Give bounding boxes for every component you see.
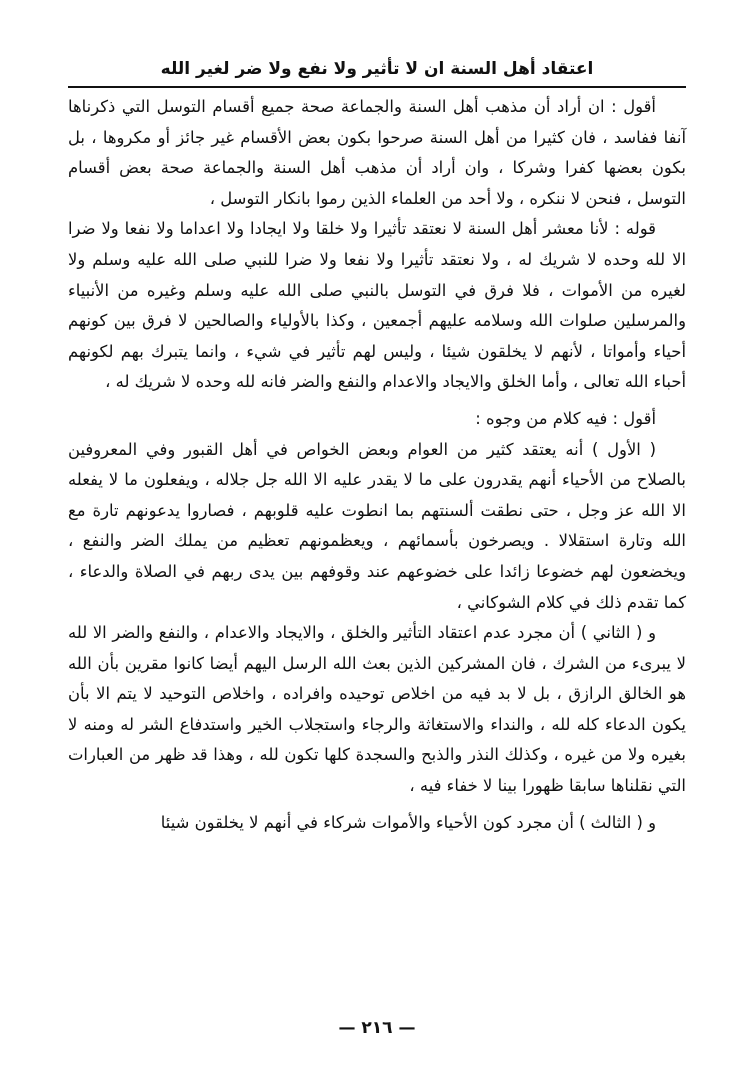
header-rule (68, 86, 686, 88)
paragraph-aqul-2: أقول : فيه كلام من وجوه : (475, 408, 656, 428)
paragraph-qawluh: قوله : لأنا معشر أهل السنة لا نعتقد تأثيرا ولا خلقا ولا ايجادا ولا اعداما ولا نفعا ولا ضرا الا لله وحده لا شريك له ، ولا نعتقد تأثيرا ولا نفعا ولا ضرا للنبي صلى الله عليه وسلم ولا لغيره من الأموات ، فلا فرق في التوسل بالنبي صلى الله عليه وسلم وغيره من الأنبياء والمرسلين صلوات الله وسلامه عليهم أجمعين ، وكذا بالأولياء والصالحين لا فرق بين كونهم أحياء وأمواتا ، لأنهم لا يخلقون شيئا ، وليس لهم تأثير في شيء ، وانما يتبرك بهم لكونهم أحباء الله تعالى ، وأما الخلق والايجاد والاعدام والنفع والضر فانه لله وحده لا شريك له ، (68, 219, 686, 392)
paragraph-first-point: ( الأول ) أنه يعتقد كثير من العوام وبعض الخواص في أهل القبور وفي المعروفين بالصلاح من الأحياء أنهم يقدرون على ما لا يقدر عليه الا الله جل جلاله ، ويفعلون ما لا يفعله الا الله عز وجل ، حتى نطقت ألسنتهم بما انطوت عليه قلوبهم ، فصاروا يدعونهم تارة مع الله وتارة استقلالا . ويصرخون بأسمائهم ، ويعظمونهم تعظيم من يملك الضر والنفع ، ويخضعون لهم خضوعا زائدا على خضوعهم عند وقوفهم بين يدى ربهم في الصلاة والدعاء ، كما تقدم ذلك في كلام الشوكاني ، (68, 439, 686, 612)
paragraph-aqul-1: أقول : ان أراد أن مذهب أهل السنة والجماعة صحة جميع أقسام التوسل التي ذكرناها آنفا ففاسد ، فان كثيرا من أهل السنة صرحوا بكون بعض الأقسام غير جائز أو مكروها ، بل بكون بعضها كفرا وشركا ، وان أراد أن مذهب أهل السنة والجماعة صحة بعض أقسام التوسل ، فنحن لا ننكره ، ولا أحد من العلماء الذين رموا بانكار التوسل ، (68, 97, 686, 208)
page-body (68, 92, 686, 838)
book-page (68, 56, 686, 1046)
paragraph-third-point: و ( الثالث ) أن مجرد كون الأحياء والأموات شركاء في أنهم لا يخلقون شيئا (160, 812, 656, 832)
running-title: اعتقاد أهل السنة ان لا تأثير ولا نفع ولا ضر لغير الله (160, 59, 594, 79)
paragraph-second-point: و ( الثاني ) أن مجرد عدم اعتقاد التأثير والخلق ، والايجاد والاعدام ، والنفع والضر الا لله لا يبرىء من الشرك ، فان المشركين الذين بعث الله الرسل اليهم أيضا كانوا مقرين بأن الله هو الخالق الرازق ، بل لا بد فيه من اخلاص توحيده وافراده ، واخلاص التوحيد لا يتم الا بأن يكون الدعاء كله لله ، والنداء والاستغاثة والرجاء واستجلاب الخير واستدفاع الشر له ومنه لا بغيره ولا من غيره ، وكذلك النذر والذبح والسجدة كلها تكون لله ، وهذا قد ظهر من العبارات التي نقلناها سابقا ظهورا بينا لا خفاء فيه ، (68, 623, 686, 796)
page-number: — ٢١٦ — (338, 1018, 416, 1038)
